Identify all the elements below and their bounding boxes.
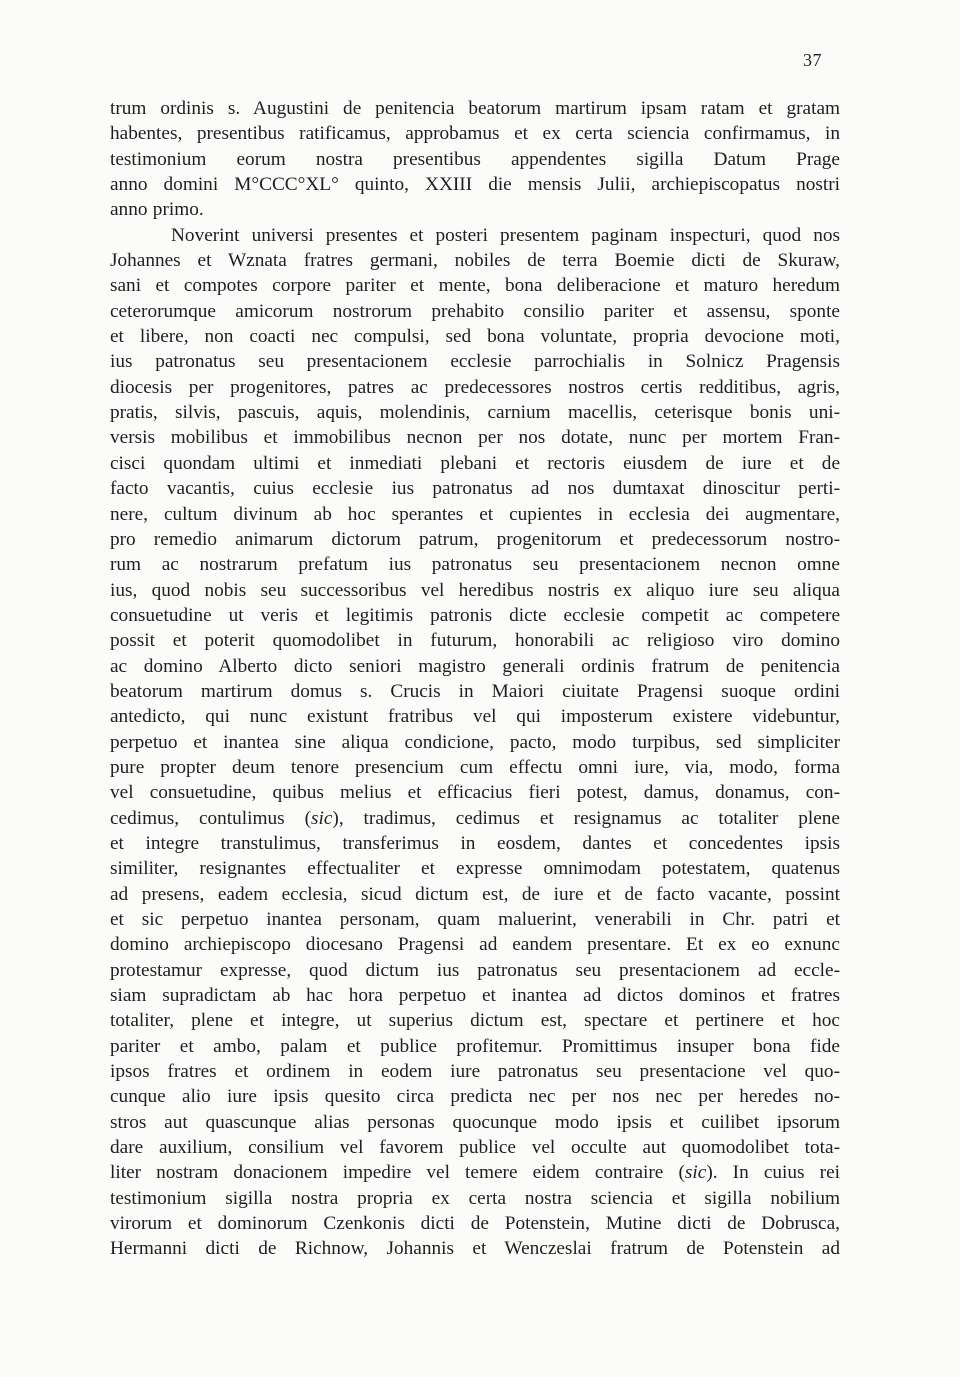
text-line: pure propter deum tenore presencium cum effectu omni iure, via, modo, forma — [110, 756, 840, 778]
text-line: rum ac nostrarum prefatum ius patronatus seu presentacionem necnon omne — [110, 554, 840, 576]
text-line: cisci quondam ultimi et inmediati plebani et rectoris eiusdem de iure et de — [110, 452, 840, 474]
page-number: 37 — [803, 50, 822, 70]
text-line: nere, cultum divinum ab hoc sperantes et cupientes in ecclesia dei augmentare, — [110, 503, 840, 525]
text-line: anno primo. — [110, 199, 204, 221]
text-line: domino archiepiscopo diocesano Pragensi ad eandem presentare. Et ex eo exnunc — [110, 934, 840, 956]
text-line: ius patronatus seu presentacionem ecclesie parrochialis in Solnicz Pragensis — [110, 351, 840, 373]
text-line: pro remedio animarum dictorum patrum, progenitorum et predecessorum nostro- — [110, 528, 840, 550]
text-line: ius, quod nobis seu successoribus vel heredibus nostris ex aliquo iure seu aliqua — [110, 579, 840, 601]
text-line: perpetuo et inantea sine aliqua condicione, pacto, modo turpibus, sed simpliciter — [110, 731, 840, 753]
text-line: Johannes et Wznata fratres germani, nobiles de terra Boemie dicti de Skuraw, — [110, 250, 840, 272]
text-line: anno domini M°CCC°XL° quinto, XXIII die mensis Julii, archiepiscopatus nostri — [110, 174, 840, 196]
text-line: testimonium eorum nostra presentibus appendentes sigilla Datum Prage — [110, 148, 840, 170]
text-line: possit et poterit quomodolibet in futurum, honorabili ac religioso viro domino — [110, 630, 840, 652]
text-line: Hermanni dicti de Richnow, Johannis et Wenczeslai fratrum de Potenstein ad — [110, 1238, 840, 1260]
text-line: similiter, resignantes effectualiter et expresse omnimodam potestatem, quatenus — [110, 858, 840, 880]
text-line: ceterorumque amicorum nostrorum prehabito consilio pariter et assensu, sponte — [110, 300, 840, 322]
text-line: pratis, silvis, pascuis, aquis, molendinis, carnium macellis, ceterisque bonis uni- — [110, 402, 840, 424]
text-line: versis mobilibus et immobilibus necnon per nos dotate, nunc per mortem Fran- — [110, 427, 840, 449]
text-line: liter nostram donacionem impedire vel temere eidem contraire (sic). In cuius rei — [110, 1162, 840, 1184]
text-line: beatorum martirum domus s. Crucis in Maiori ciuitate Pragensi suoque ordini — [110, 680, 840, 702]
text-line: et sic perpetuo inantea personam, quam maluerint, venerabili in Chr. patri et — [110, 909, 840, 930]
text-line: vel consuetudine, quibus melius et efficacius fieri potest, damus, donamus, con- — [110, 782, 840, 804]
text-line: consuetudine ut veris et legitimis patronis dicte ecclesie competit ac competere — [110, 604, 840, 626]
text-line: siam supradictam ab hac hora perpetuo et inantea ad dictos dominos et fratres — [110, 985, 840, 1007]
text-line: testimonium sigilla nostra propria ex certa nostra sciencia et sigilla nobilium — [110, 1187, 840, 1209]
text-line: facto vacantis, cuius ecclesie ius patronatus ad nos dumtaxat dinoscitur perti- — [110, 478, 840, 500]
text-line: cedimus, contulimus (sic), tradimus, cedimus et resignamus ac totaliter plene — [110, 807, 840, 829]
text-line: dare auxilium, consilium vel favorem publice vel occulte aut quomodolibet tota- — [110, 1137, 840, 1159]
text-line: ac domino Alberto dicto seniori magistro generali ordinis fratrum de penitencia — [110, 655, 840, 677]
document-body — [110, 96, 840, 1262]
text-line: totaliter, plene et integre, ut superius dictum est, spectare et pertinere et hoc — [110, 1010, 840, 1032]
text-line: ipsos fratres et ordinem in eodem iure patronatus seu presentacione vel quo- — [110, 1061, 840, 1083]
text-line: diocesis per progenitores, patres ac predecessores nostros certis redditibus, agris, — [110, 376, 840, 398]
text-line: Noverint universi presentes et posteri presentem paginam inspecturi, quod nos — [171, 224, 840, 246]
text-line: virorum et dominorum Czenkonis dicti de Potenstein, Mutine dicti de Dobrusca, — [110, 1213, 840, 1235]
text-line: sani et compotes corpore pariter et mente, bona deliberacione et maturo heredum — [110, 275, 840, 297]
text-line: et libere, non coacti nec compulsi, sed bona voluntate, propria devocione moti, — [110, 326, 840, 348]
text-line: et integre transtulimus, transferimus in eosdem, dantes et concedentes ipsis — [110, 832, 840, 854]
text-line: habentes, presentibus ratificamus, approbamus et ex certa sciencia confirmamus, in — [110, 123, 840, 145]
text-line: antedicto, qui nunc existunt fratribus vel qui imposterum existere videbuntur, — [110, 706, 840, 728]
text-line: cunque alio iure ipsis quesito circa predicta nec per nos nec per heredes no- — [110, 1086, 840, 1108]
text-line: ad presens, eadem ecclesia, sicud dictum est, de iure et de facto vacante, possint — [110, 883, 840, 905]
text-line: trum ordinis s. Augustini de penitencia beatorum martirum ipsam ratam et gratam — [110, 98, 840, 119]
text-line: protestamur expresse, quod dictum ius patronatus seu presentacionem ad eccle- — [110, 959, 840, 981]
text-line: stros aut quascunque alias personas quocunque modo ipsis et cuilibet ipsorum — [110, 1111, 840, 1133]
text-line: pariter et ambo, palam et publice profitemur. Promittimus insuper bona fide — [110, 1035, 840, 1057]
